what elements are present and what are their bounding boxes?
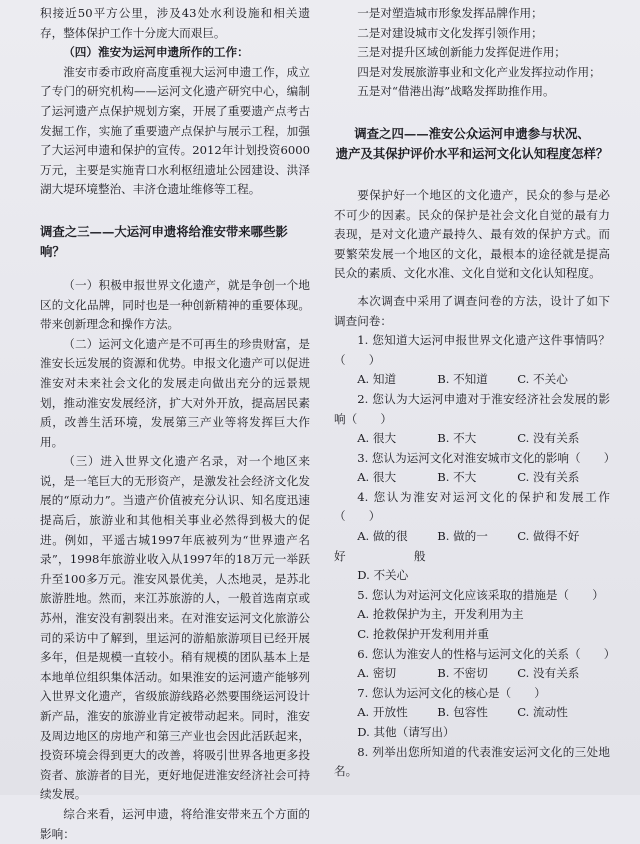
paragraph-section-four: 淮安市委市政府高度重视大运河申遗工作，成立了专门的研究机构——运河文化遗产研究中心，编制了运河遗产点保护规划方案，开展了重要遗产点考古发掘工作，实施了重要遗产点保护与展示工程，加强了大运河申遗和保护的宣传。2012年计划投资6000万元，主要是实施青口水利枢纽遗址公园建设、洪泽湖大堤环境整治、丰济仓遗址维修等工程。 bbox=[40, 64, 310, 197]
question-6-options bbox=[334, 664, 610, 684]
paragraph-impact-two: （二）运河文化遗产是不可再生的珍贵财富，是淮安长远发展的资源和优势。申报文化遗产可以促进淮安对未来社会文化的发展走向做出充分的远景规划，推动淮安发展经济，扩大对外开放，提高居民素质，改善生活环境，发展第三产业等将发挥巨大作用。 bbox=[40, 336, 310, 449]
option: B. 不大 bbox=[437, 470, 477, 485]
paragraph-intro-continuation: 积接近50平方公里，涉及43处水利设施和相关遗存，整体保护工作十分庞大而艰巨。 bbox=[40, 6, 310, 40]
question-4-options bbox=[334, 527, 610, 566]
impact-item-4: 四是对发展旅游事业和文化产业发挥拉动作用； bbox=[357, 64, 601, 79]
option: A. 开放性 bbox=[357, 705, 408, 720]
question-7-options bbox=[334, 703, 610, 723]
question-1-options bbox=[334, 370, 610, 390]
option: A. 很大 bbox=[357, 470, 397, 485]
paragraph-impact-one: （一）积极申报世界文化遗产，就是争创一个地区的文化品牌，同时也是一种创新精神的重要体现。带来创新理念和操作方法。 bbox=[40, 277, 310, 332]
option: B. 包容性 bbox=[437, 705, 488, 720]
option: B. 不知道 bbox=[437, 372, 488, 387]
option: C. 没有关系 bbox=[517, 666, 580, 681]
impact-item-2: 二是对建设城市文化发挥引领作用； bbox=[357, 25, 543, 40]
impact-item-3: 三是对提升区域创新能力发挥促进作用； bbox=[357, 45, 566, 60]
option: B. 做的一般 bbox=[414, 529, 488, 563]
option: B. 不密切 bbox=[437, 666, 488, 681]
question-5: 5. 您认为对运河文化应该采取的措施是（ ） bbox=[357, 587, 604, 602]
impact-item-5: 五是对“借港出海”战略发挥助推作用。 bbox=[357, 84, 555, 99]
question-7-option-d: D. 其他（请写出） bbox=[357, 725, 455, 739]
question-2-options bbox=[334, 429, 610, 449]
option: C. 没有关系 bbox=[517, 470, 580, 485]
option: C. 做得不好 bbox=[517, 529, 580, 544]
question-5-option-a: A. 抢救保护为主，开发利用为主 bbox=[357, 607, 524, 622]
question-4: 4. 您认为淮安对运河文化的保护和发展工作（ ） bbox=[334, 489, 610, 524]
question-8: 8. 列举出您所知道的代表淮安运河文化的三处地名。 bbox=[334, 744, 610, 779]
question-6: 6. 您认为淮安人的性格与运河文化的关系（ ） bbox=[357, 646, 616, 661]
paragraph-participation: 要保护好一个地区的文化遗产，民众的参与是必不可少的因素。民众的保护是社会文化自觉的最有力表现，是对文化遗产最持久、最有效的保护方式。而要繁荣发展一个地区的文化，最根本的途径就是提高民众的素质、文化水准、文化自觉和文化认知程度。 bbox=[334, 187, 610, 281]
option: A. 很大 bbox=[357, 431, 397, 446]
question-3-options bbox=[334, 468, 610, 488]
question-4-option-d: D. 不关心 bbox=[357, 568, 409, 583]
option: C. 流动性 bbox=[517, 705, 568, 720]
section-four-title: （四）淮安为运河申遗所作的工作： bbox=[63, 45, 249, 60]
question-7: 7. 您认为运河文化的核心是（ ） bbox=[357, 685, 546, 700]
option: A. 知道 bbox=[357, 372, 397, 387]
question-5-option-c: C. 抢救保护开发利用并重 bbox=[357, 627, 489, 642]
right-column bbox=[334, 4, 616, 782]
option: A. 做的很好 bbox=[334, 529, 408, 563]
survey-three-heading: 调查之三——大运河申遗将给淮安带来哪些影响？ bbox=[40, 223, 288, 259]
impact-item-1: 一是对塑造城市形象发挥品牌作用； bbox=[357, 6, 543, 20]
question-3: 3. 您认为运河文化对淮安城市文化的影响（ ） bbox=[357, 450, 616, 465]
survey-four-heading-line1: 调查之四——淮安公众运河申遗参与状况、 bbox=[354, 125, 590, 141]
option: A. 密切 bbox=[357, 666, 397, 681]
option: C. 没有关系 bbox=[517, 431, 580, 446]
paragraph-method: 本次调查中采用了调查问卷的方法，设计了如下调查问卷： bbox=[334, 293, 610, 328]
option: B. 不大 bbox=[437, 431, 477, 446]
left-column bbox=[40, 4, 310, 844]
survey-four-heading-line2: 遗产及其保护评价水平和运河文化认知程度怎样？ bbox=[335, 145, 609, 161]
option: C. 不关心 bbox=[517, 372, 568, 387]
paragraph-summary: 综合来看，运河申遗，将给淮安带来五个方面的影响： bbox=[40, 806, 310, 841]
question-2: 2. 您认为大运河申遗对于淮安经济社会发展的影响（ ） bbox=[334, 391, 610, 426]
paragraph-impact-three: （三）进入世界文化遗产名录，对一个地区来说，是一笔巨大的无形资产，是激发社会经济文化发展的“原动力”。当遗产价值被充分认识、知名度迅速提高后，旅游业和其他相关事业必然得到极大的促进。例如，平遥古城1997年底被列为“世界遗产名录”，1998年旅游业收入从1997年的18万元一举跃升至100多万元。淮安风景优美，人杰地灵，是苏北旅游胜地。然而，来江苏旅游的人，一般首选南京或苏州，淮安没有割裂出来。在对淮安运河文化旅游公司的采访中了解到，里运河的游船旅游项目已经开展多年，但是规模一直较小。稍有规模的团队基本上是本地单位组织集体活动。如果淮安的运河遗产能够列入世界文化遗产，省级旅游线路必然要围绕运河设计新产品，淮安的旅游业肯定被带动起来。同时，淮安及周边地区的房地产和第三产业也会因此活跃起来，投资环境会得到更大的改善，将吸引世界各地更多投资者、旅游者的目光，更好地促进淮安经济社会可持续发展。 bbox=[40, 454, 310, 802]
question-1: 1. 您知道大运河申报世界文化遗产这件事情吗？（ ） bbox=[334, 333, 610, 367]
